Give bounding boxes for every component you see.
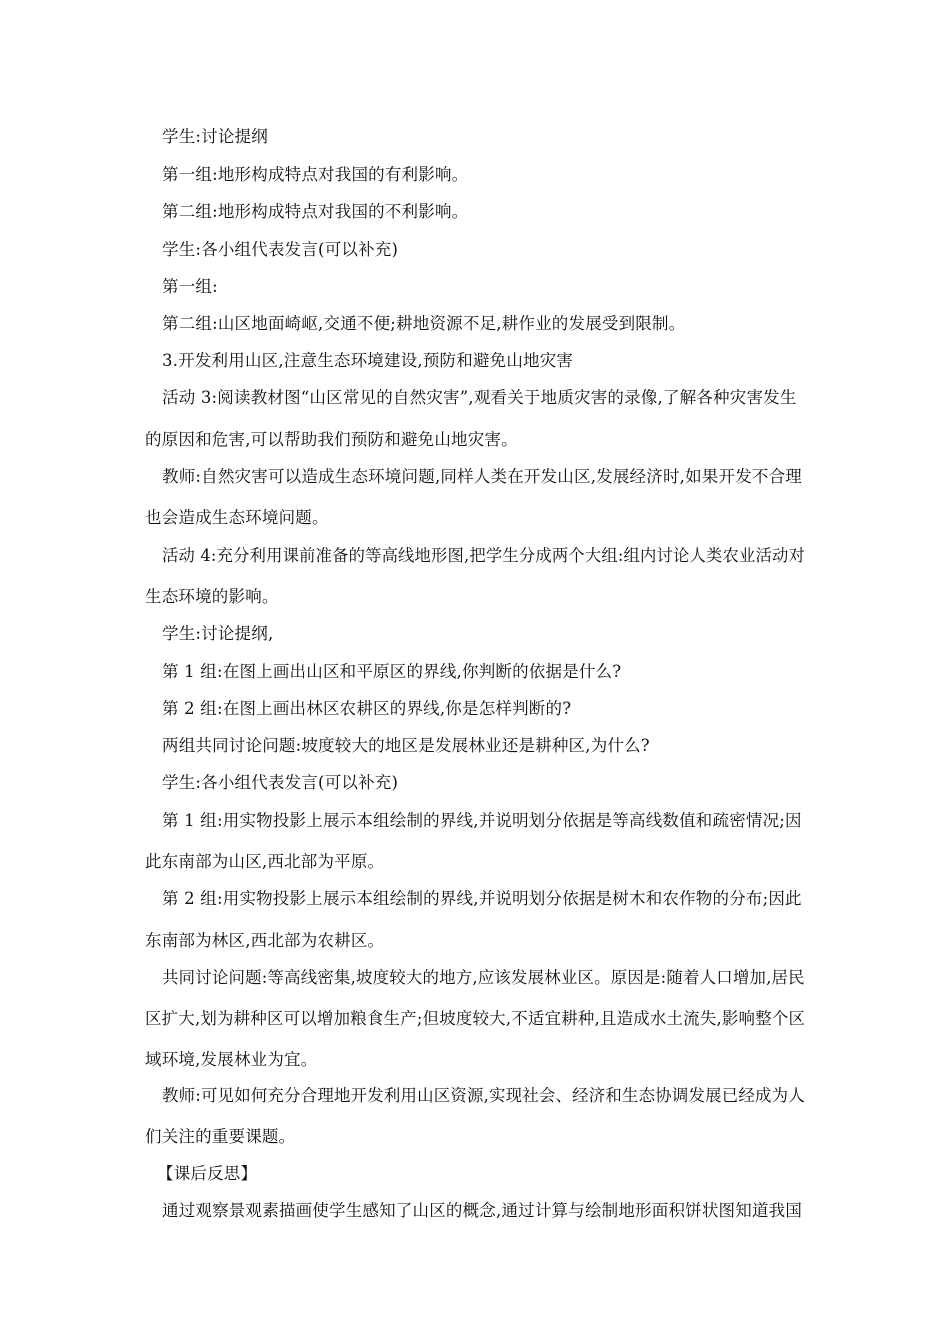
section-heading: 【课后反思】	[157, 1164, 258, 1183]
text-line: 此东南部为山区,西北部为平原。	[145, 852, 385, 871]
text-line: 第二组:山区地面崎岖,交通不便;耕地资源不足,耕作业的发展受到限制。	[162, 314, 686, 333]
text-line: 两组共同讨论问题:坡度较大的地区是发展林业还是耕种区,为什么?	[162, 736, 650, 755]
text-line: 学生:各小组代表发言(可以补充)	[162, 773, 399, 792]
text-line: 区扩大,划为耕种区可以增加粮食生产;但坡度较大,不适宜耕种,且造成水土流失,影响整个区	[145, 1009, 806, 1028]
text-line: 第二组:地形构成特点对我国的不利影响。	[162, 202, 469, 221]
text-line: 也会造成生态环境问题。	[145, 508, 329, 527]
text-line: 的原因和危害,可以帮助我们预防和避免山地灾害。	[145, 430, 518, 449]
text-line: 学生:讨论提纲	[162, 127, 268, 146]
text-line: 生态环境的影响。	[145, 587, 279, 606]
text-line: 通过观察景观素描画使学生感知了山区的概念,通过计算与绘制地形面积饼状图知道我国	[162, 1201, 803, 1220]
text-line: 学生:各小组代表发言(可以补充)	[162, 240, 399, 259]
text-line: 第一组:	[162, 277, 218, 296]
text-line: 东南部为林区,西北部为农耕区。	[145, 931, 385, 950]
text-line: 学生:讨论提纲,	[162, 624, 274, 643]
text-line: 共同讨论问题:等高线密集,坡度较大的地方,应该发展林业区。原因是:随着人口增加,居民	[162, 968, 805, 987]
text-line: 活动 4:充分利用课前准备的等高线地形图,把学生分成两个大组:组内讨论人类农业活动对	[162, 546, 806, 565]
text-line: 域环境,发展林业为宜。	[145, 1050, 318, 1069]
text-line: 第 2 组:在图上画出林区农耕区的界线,你是怎样判断的?	[162, 699, 572, 718]
text-line: 活动 3:阅读教材图“山区常见的自然灾害”,观看关于地质灾害的录像,了解各种灾害发生	[162, 388, 797, 407]
section-heading: 3.开发利用山区,注意生态环境建设,预防和避免山地灾害	[162, 351, 574, 370]
text-line: 第 1 组:用实物投影上展示本组绘制的界线,并说明划分依据是等高线数值和疏密情况;因	[162, 811, 802, 830]
text-line: 第 1 组:在图上画出山区和平原区的界线,你判断的依据是什么?	[162, 662, 622, 681]
text-line: 第一组:地形构成特点对我国的有利影响。	[162, 165, 469, 184]
text-line: 们关注的重要课题。	[145, 1127, 296, 1146]
text-line: 教师:自然灾害可以造成生态环境问题,同样人类在开发山区,发展经济时,如果开发不合理	[162, 467, 802, 486]
text-line: 教师:可见如何充分合理地开发利用山区资源,实现社会、经济和生态协调发展已经成为人	[162, 1086, 805, 1105]
text-line: 第 2 组:用实物投影上展示本组绘制的界线,并说明划分依据是树木和农作物的分布;因此	[162, 889, 802, 908]
